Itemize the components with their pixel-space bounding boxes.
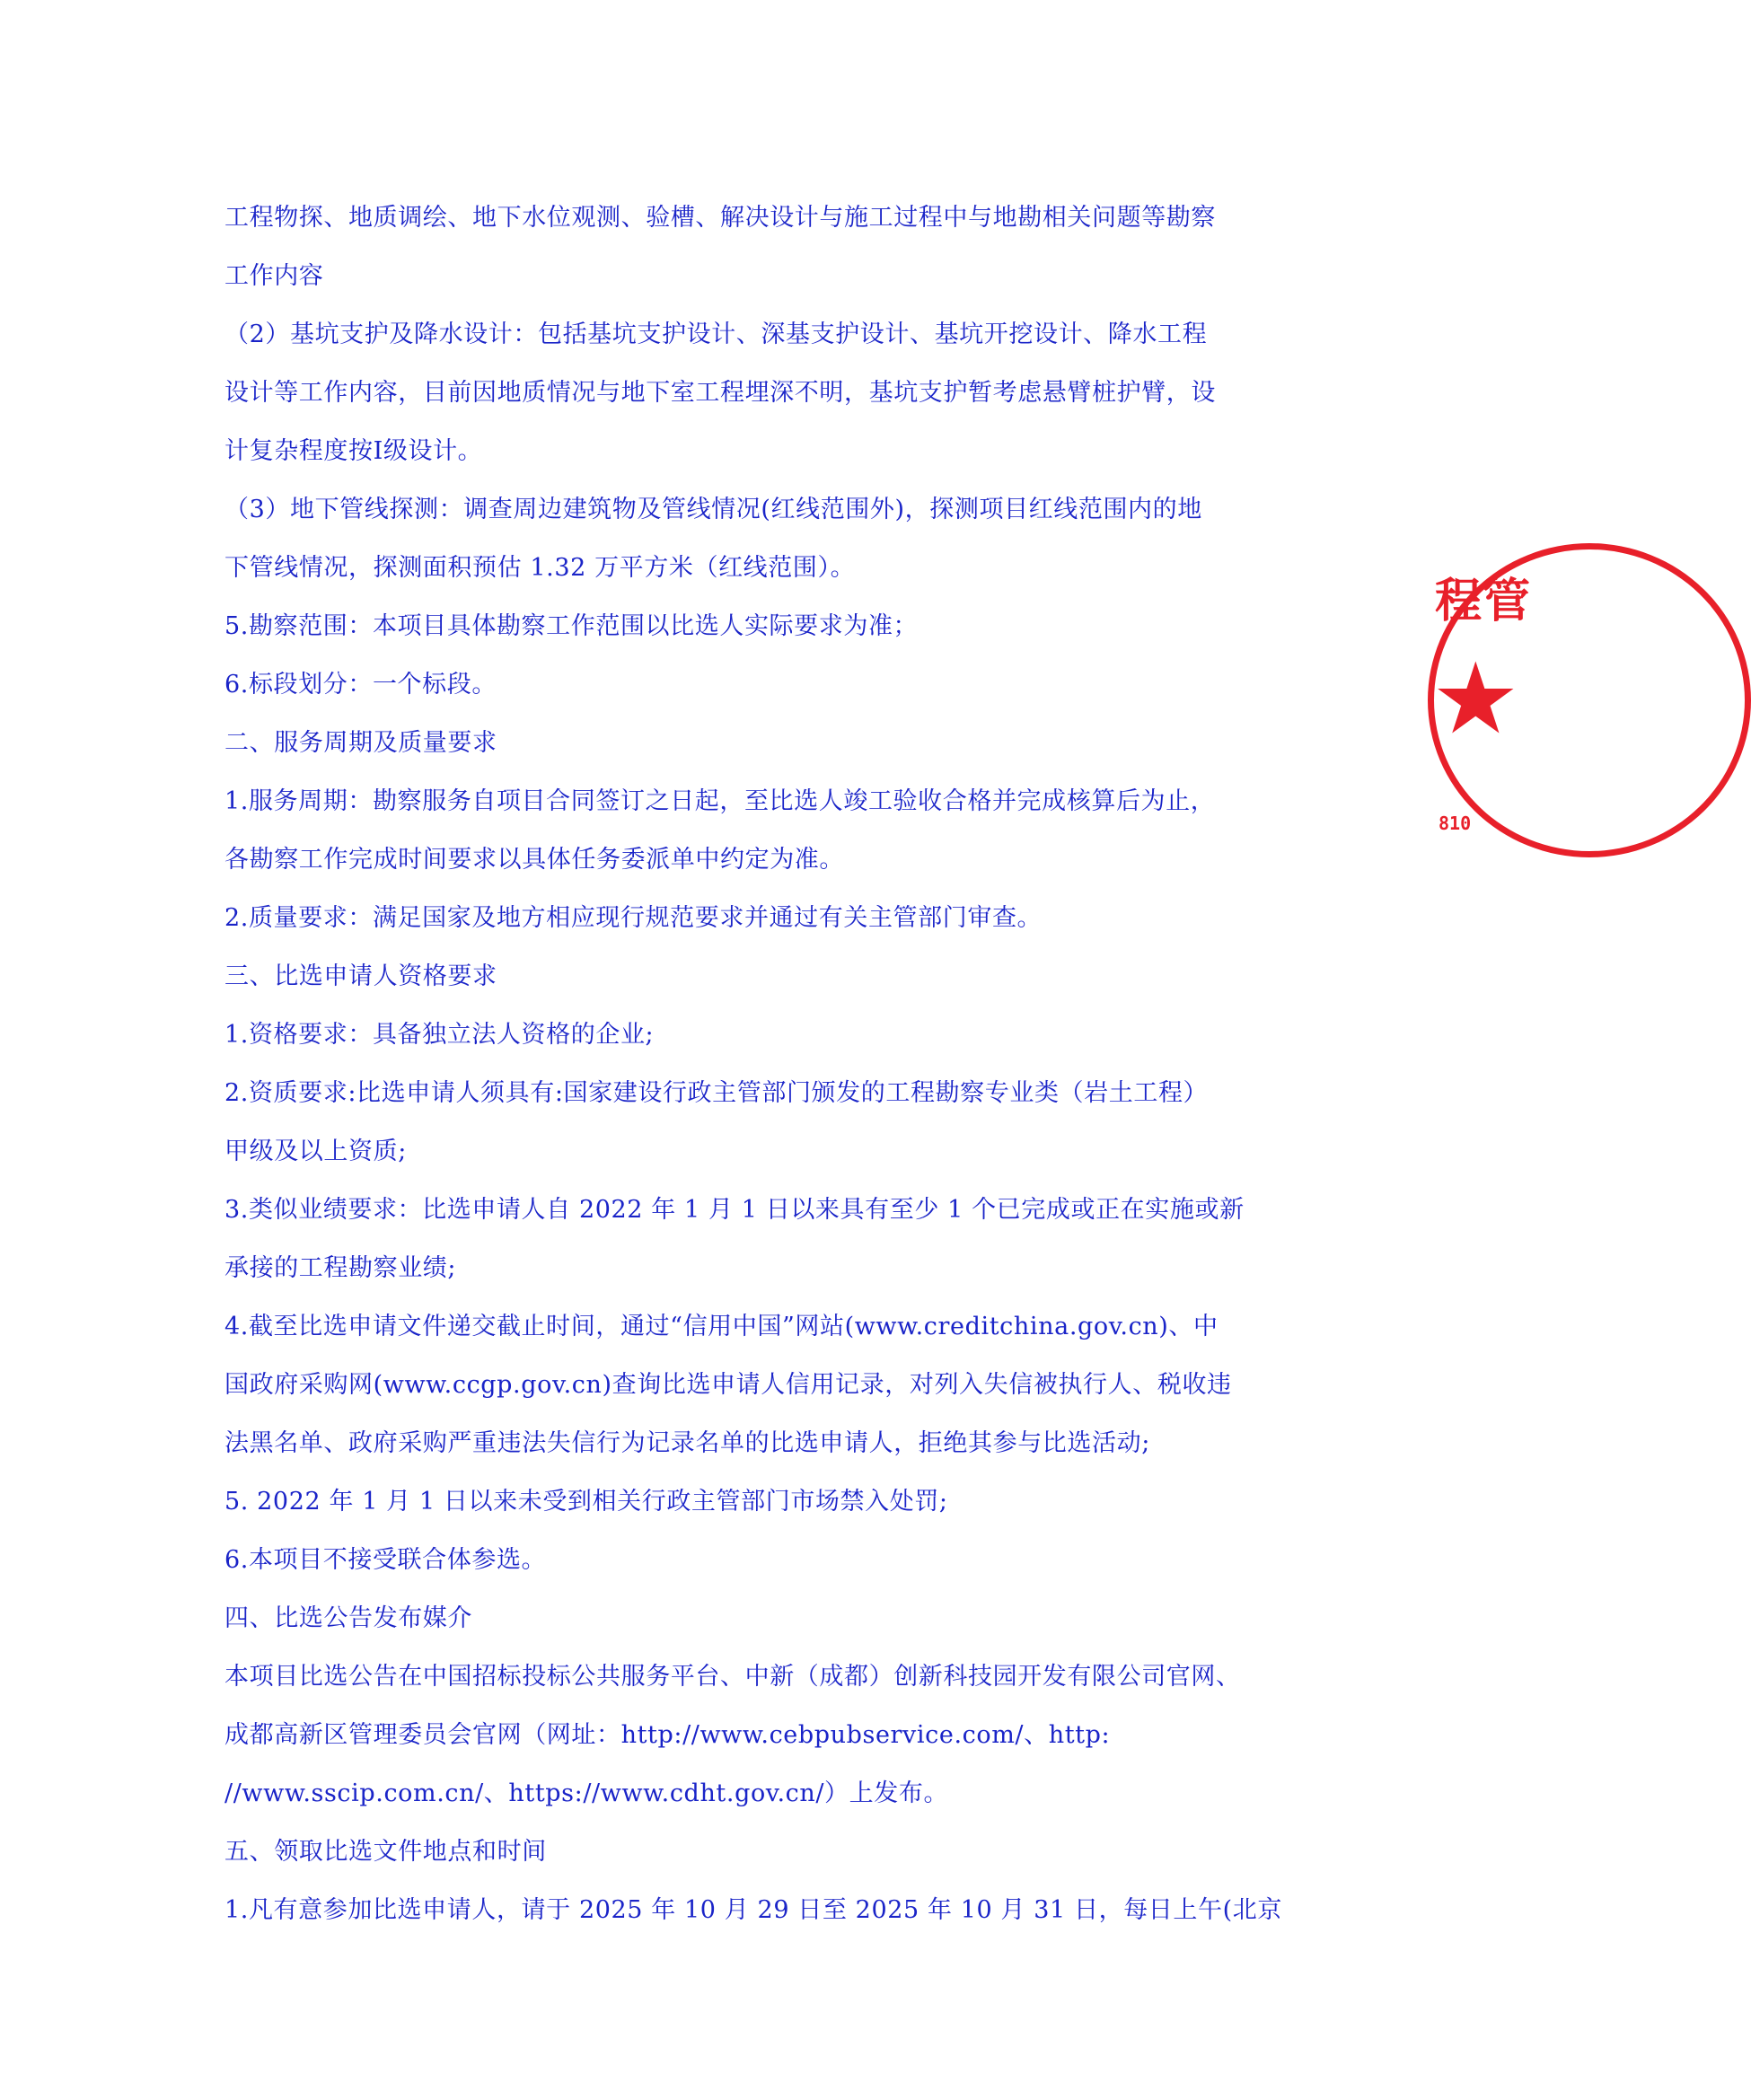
text-line: 5. 2022 年 1 月 1 日以来未受到相关行政主管部门市场禁入处罚; xyxy=(224,1488,948,1516)
text-line: 成都高新区管理委员会官网（网址：http://www.cebpubservice.com/、http: xyxy=(224,1721,1111,1749)
text-line: 各勘察工作完成时间要求以具体任务委派单中约定为准。 xyxy=(224,846,844,874)
document-body xyxy=(224,189,1282,1939)
text-line: 1.服务周期：勘察服务自项目合同签订之日起，至比选人竣工验收合格并完成核算后为止， xyxy=(224,787,1216,815)
text-line: 2.质量要求：满足国家及地方相应现行规范要求并通过有关主管部门审查。 xyxy=(224,904,1043,932)
text-line: 5.勘察范围：本项目具体勘察工作范围以比选人实际要求为准； xyxy=(224,612,919,640)
text-line: 1.资格要求：具备独立法人资格的企业; xyxy=(224,1021,655,1049)
text-line: 本项目比选公告在中国招标投标公共服务平台、中新（成都）创新科技园开发有限公司官网、 xyxy=(224,1663,1241,1691)
seal-text: 程管 xyxy=(1435,574,1533,628)
section-heading: 二、服务周期及质量要求 xyxy=(224,729,497,757)
text-line: （3）地下管线探测：调查周边建筑物及管线情况(红线范围外)，探测项目红线范围内的地 xyxy=(224,496,1202,523)
section-heading: 五、领取比选文件地点和时间 xyxy=(224,1838,547,1866)
section-heading: 三、比选申请人资格要求 xyxy=(224,962,497,990)
text-line: （2）基坑支护及降水设计：包括基坑支护设计、深基支护设计、基坑开挖设计、降水工程 xyxy=(224,321,1208,348)
text-line: 6.标段划分：一个标段。 xyxy=(224,671,497,699)
text-line: 2.资质要求:比选申请人须具有:国家建设行政主管部门颁发的工程勘察专业类（岩土工程） xyxy=(224,1079,1209,1107)
company-seal-fragment xyxy=(1428,543,1533,857)
text-line: 设计等工作内容，目前因地质情况与地下室工程埋深不明，基坑支护暂考虑悬臂桩护臂，设 xyxy=(224,379,1216,407)
text-line: //www.sscip.com.cn/、https://www.cdht.gov.cn/）上发布。 xyxy=(224,1779,949,1807)
text-line: 3.类似业绩要求：比选申请人自 2022 年 1 月 1 日以来具有至少 1 个已完成或正在实施或新 xyxy=(224,1196,1245,1224)
text-line: 工程物探、地质调绘、地下水位观测、验槽、解决设计与施工过程中与地勘相关问题等勘察 xyxy=(224,204,1216,232)
text-line: 工作内容 xyxy=(224,262,324,290)
section-heading: 四、比选公告发布媒介 xyxy=(224,1604,472,1632)
seal-code: 810 xyxy=(1439,813,1472,834)
text-line: 6.本项目不接受联合体参选。 xyxy=(224,1546,547,1574)
text-line: 1.凡有意参加比选申请人，请于 2025 年 10 月 29 日至 2025 年 10 月 31 日，每日上午(北京 xyxy=(224,1896,1282,1924)
text-line: 法黑名单、政府采购严重违法失信行为记录名单的比选申请人，拒绝其参与比选活动; xyxy=(224,1429,1150,1457)
text-line: 计复杂程度按Ⅰ级设计。 xyxy=(224,437,483,465)
text-line: 承接的工程勘察业绩; xyxy=(224,1254,457,1282)
star-icon: ★ xyxy=(1431,641,1520,756)
text-line: 甲级及以上资质; xyxy=(224,1138,407,1165)
text-line: 下管线情况，探测面积预估 1.32 万平方米（红线范围）。 xyxy=(224,554,856,582)
text-line: 4.截至比选申请文件递交截止时间，通过“信用中国”网站(www.creditchina.gov.cn)、中 xyxy=(224,1313,1219,1340)
text-line: 国政府采购网(www.ccgp.gov.cn)查询比选申请人信用记录，对列入失信被执行人、税收违 xyxy=(224,1371,1232,1399)
